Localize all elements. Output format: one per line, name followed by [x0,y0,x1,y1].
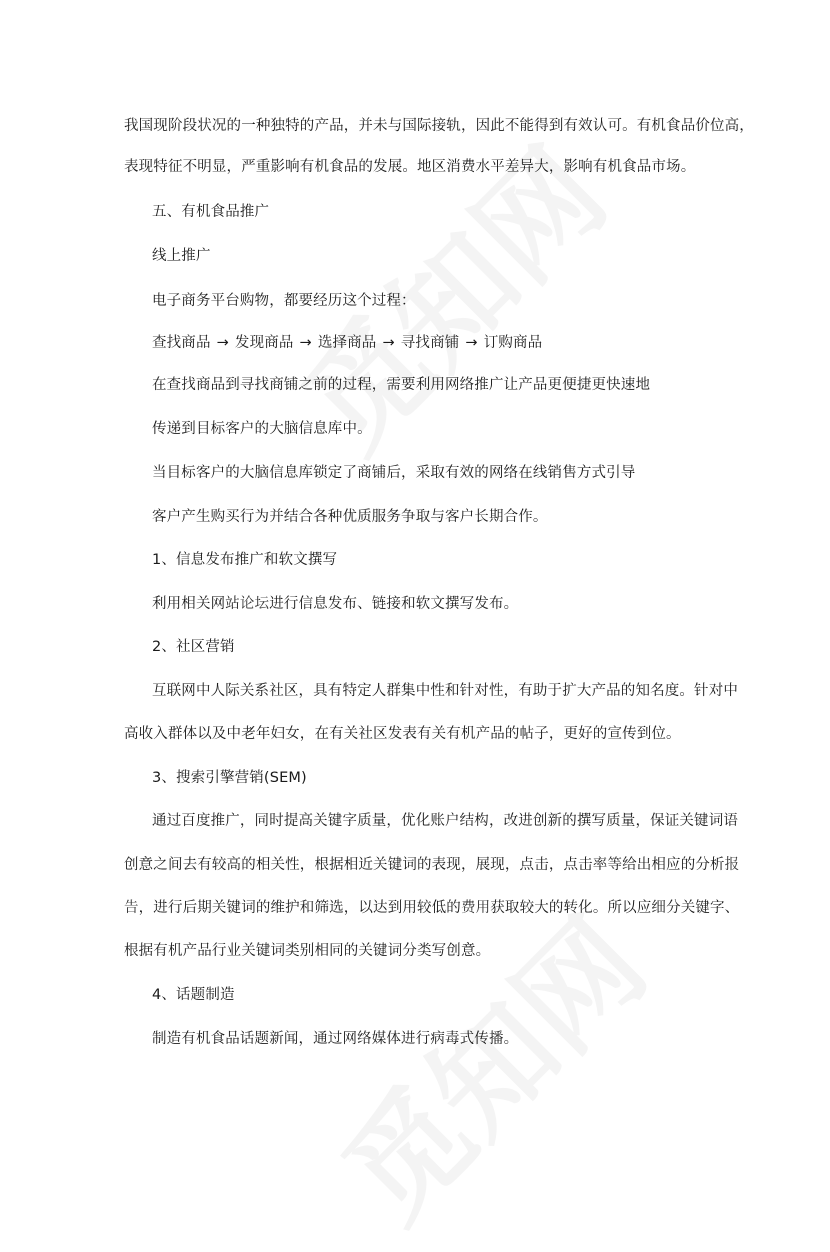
flow-step: 寻找商铺 [400,335,460,351]
text-span: 创意之间去有较高的相关性，根据相近关键词的表现，展现，点击，点击率等给出相应的分析 [124,857,725,873]
paragraph-line: 客户产生购买行为并结合各种优质服务争取与客户长期合作。 [152,509,548,525]
watermark [300,875,676,1251]
paragraph-line: 表现特征不明显，严重影响有机食品的发展。地区消费水平差异大，影响有机食品市场。 [124,159,696,175]
paragraph-line: 在查找商品到寻找商铺之前的过程，需要利用网络推广让产品更便捷更快速地 [152,377,651,393]
paragraph-line: 电子商务平台购物，都要经历这个过程： [152,293,416,309]
paragraph-line: 我国现阶段状况的一种独特的产品，并未与国际接轨，因此不能得到有效认可。有机食品价位高， [124,118,754,134]
arrow-right-icon: → [382,335,395,351]
paragraph-line: 通过百度推广，同时提高关键字质量，优化账户结构，改进创新的撰写质量，保证关键词语 [152,813,738,829]
paragraph-line [124,898,739,918]
subsection-heading: 线上推广 [152,248,211,264]
paragraph-line [124,855,739,875]
section-heading: 五、有机食品推广 [152,204,270,220]
arrow-right-icon: → [299,335,312,351]
text-span: 获取较大的转化。所以应细分关键字、 [490,900,740,916]
text-span: 利用相关网站 [152,596,240,612]
paragraph-line: 互联网中人际关系社区，具有特定人群集中性和针对性，有助于扩大产品的知名度。针对中 [152,683,738,699]
flow-step: 查找商品 [152,335,211,351]
process-flow [152,333,542,353]
paragraph-line: 根据有机产品行业关键词类别相同的关键词分类写创意。 [124,943,491,959]
item-heading: 2、社区营销 [152,639,235,655]
flow-step: 订购商品 [483,335,543,351]
report-link[interactable]: 告 [124,900,139,916]
flow-step: 发现商品 [234,335,294,351]
report-link[interactable]: 报 [724,857,740,873]
paragraph-line: 传递到目标客户的大脑信息库中。 [152,421,372,437]
arrow-right-icon: → [465,335,478,351]
text-span: 进行信息发布、链接和软文撰写发布。 [269,596,519,612]
paragraph-line: 制造有机食品话题新闻，通过网络媒体进行病毒式传播。 [152,1031,519,1047]
item-heading: 3、搜索引擎营销(SEM) [152,770,307,786]
arrow-right-icon: → [216,335,229,351]
cost-link[interactable]: 费用 [460,900,491,916]
text-span: ，进行后期关键词的维护和筛选，以达到用较低的 [138,900,461,916]
item-heading: 1、信息发布推广和软文撰写 [152,552,338,568]
paragraph-line: 当目标客户的大脑信息库锁定了商铺后，采取有效的网络在线销售方式引导 [152,465,636,481]
forum-link[interactable]: 论坛 [239,596,270,612]
flow-step: 选择商品 [317,335,377,351]
paragraph-line: 高收入群体以及中老年妇女，在有关社区发表有关有机产品的帖子，更好的宣传到位。 [124,726,681,742]
paragraph-line [152,594,518,614]
item-heading: 4、话题制造 [152,987,235,1003]
